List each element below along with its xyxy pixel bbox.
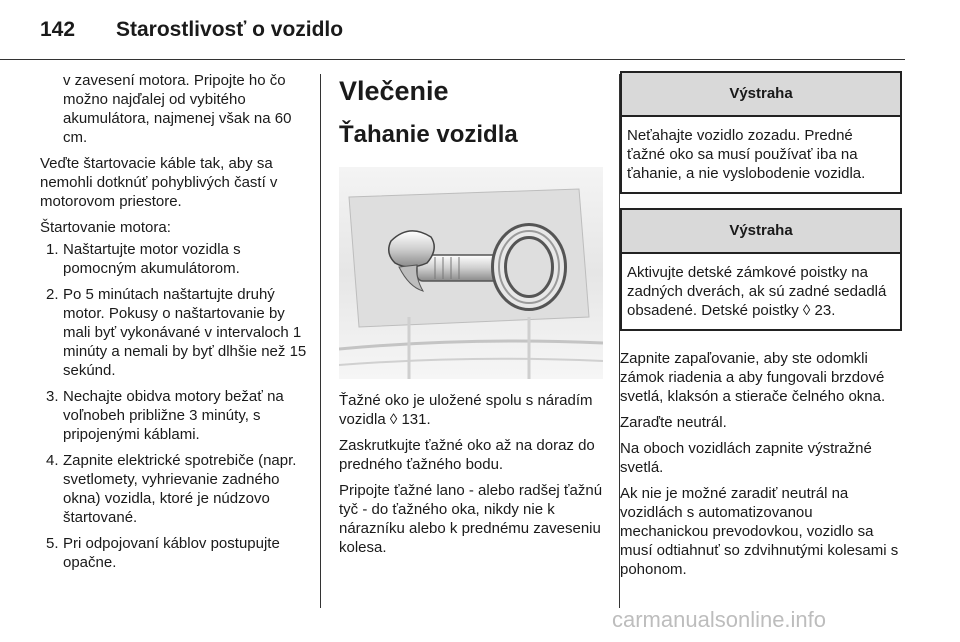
step-number: 4. — [46, 452, 59, 469]
start-engine-label: Štartovanie motora: — [40, 219, 171, 236]
intro-paragraph: v zavesení motora. Pripojte ho čo možno najďalej od vybitého akumulátora, najmenej však na 60 cm. — [63, 72, 292, 146]
column-left — [40, 71, 308, 579]
attach-rope-paragraph: Pripojte ťažné lano - alebo radšej ťažnú tyč - do ťažného oka, nikdy nie k nárazníku alebo k prednému zaveseniu kolesa. — [339, 482, 603, 556]
towing-eye-figure — [339, 167, 603, 379]
warning-title: Výstraha — [622, 210, 900, 254]
section-heading: Vlečenie — [339, 76, 449, 106]
warning-text: Neťahajte vozidlo zozadu. Predné ťažné oko sa musí používať iba na ťahanie, a nie vyslobodenie vozidla. — [627, 127, 866, 182]
watermark: carmanualsonline.info — [612, 607, 827, 632]
step-text: Nechajte obidva motory bežať na voľnobeh približne 3 minúty, s pripojenými káblami. — [63, 388, 284, 443]
towing-eye-illustration — [339, 167, 603, 379]
step-number: 3. — [46, 388, 59, 405]
column-right — [620, 71, 902, 586]
start-steps-list — [40, 240, 308, 572]
storage-paragraph: Ťažné oko je uložené spolu s náradím vozidla ◊ 131. — [339, 392, 593, 428]
step-text: Zapnite elektrické spotrebiče (napr. svetlomety, vyhrievanie zadného okna) vozidla, ktoré je núdzovo štartované. — [63, 452, 297, 526]
subsection-heading: Ťahanie vozidla — [339, 121, 518, 148]
step-number: 1. — [46, 241, 59, 258]
list-item — [40, 387, 308, 444]
automated-gearbox-paragraph: Ak nie je možné zaradiť neutrál na vozidlách s automatizovanou mechanickou prevodovkou, vozidlo sa musí odtiahnuť so zdvihnutými kolesami s pohonom. — [620, 485, 899, 578]
step-text: Po 5 minútach naštartujte druhý motor. Pokusy o naštartovanie by mali byť vykonávané v intervaloch 1 minúty a nemali by byť dlhšie než 15 sekúnd. — [63, 286, 307, 379]
page-number: 142 — [40, 18, 76, 41]
step-number: 5. — [46, 535, 59, 552]
list-item — [40, 451, 308, 527]
list-item — [40, 240, 308, 278]
step-number: 2. — [46, 286, 59, 303]
step-text: Naštartujte motor vozidla s pomocným akumulátorom. — [63, 241, 241, 277]
cable-routing-paragraph: Veďte štartovacie káble tak, aby sa nemohli dotknúť pohyblivých častí v motorovom priestore. — [40, 155, 278, 210]
warning-text: Aktivujte detské zámkové poistky na zadných dverách, ak sú zadné sedadlá obsadené. Detské poistky ◊ 23. — [627, 264, 887, 319]
list-item — [40, 534, 308, 572]
warning-title: Výstraha — [622, 73, 900, 117]
hazard-lights-paragraph: Na oboch vozidlách zapnite výstražné svetlá. — [620, 440, 872, 476]
step-text: Pri odpojovaní káblov postupujte opačne. — [63, 535, 280, 571]
ignition-paragraph: Zapnite zapaľovanie, aby ste odomkli zámok riadenia a aby fungovali brzdové svetlá, klaksón a stierače čelného okna. — [620, 350, 886, 405]
warning-box — [620, 71, 902, 194]
column-middle — [339, 71, 605, 564]
page-header — [0, 0, 960, 62]
warning-box — [620, 208, 902, 331]
column-divider-1 — [320, 74, 321, 608]
neutral-paragraph: Zaraďte neutrál. — [620, 414, 727, 431]
list-item — [40, 285, 308, 380]
screw-in-paragraph: Zaskrutkujte ťažné oko až na doraz do predného ťažného bodu. — [339, 437, 595, 473]
chapter-title: Starostlivosť o vozidlo — [116, 18, 344, 41]
header-divider — [0, 59, 905, 60]
